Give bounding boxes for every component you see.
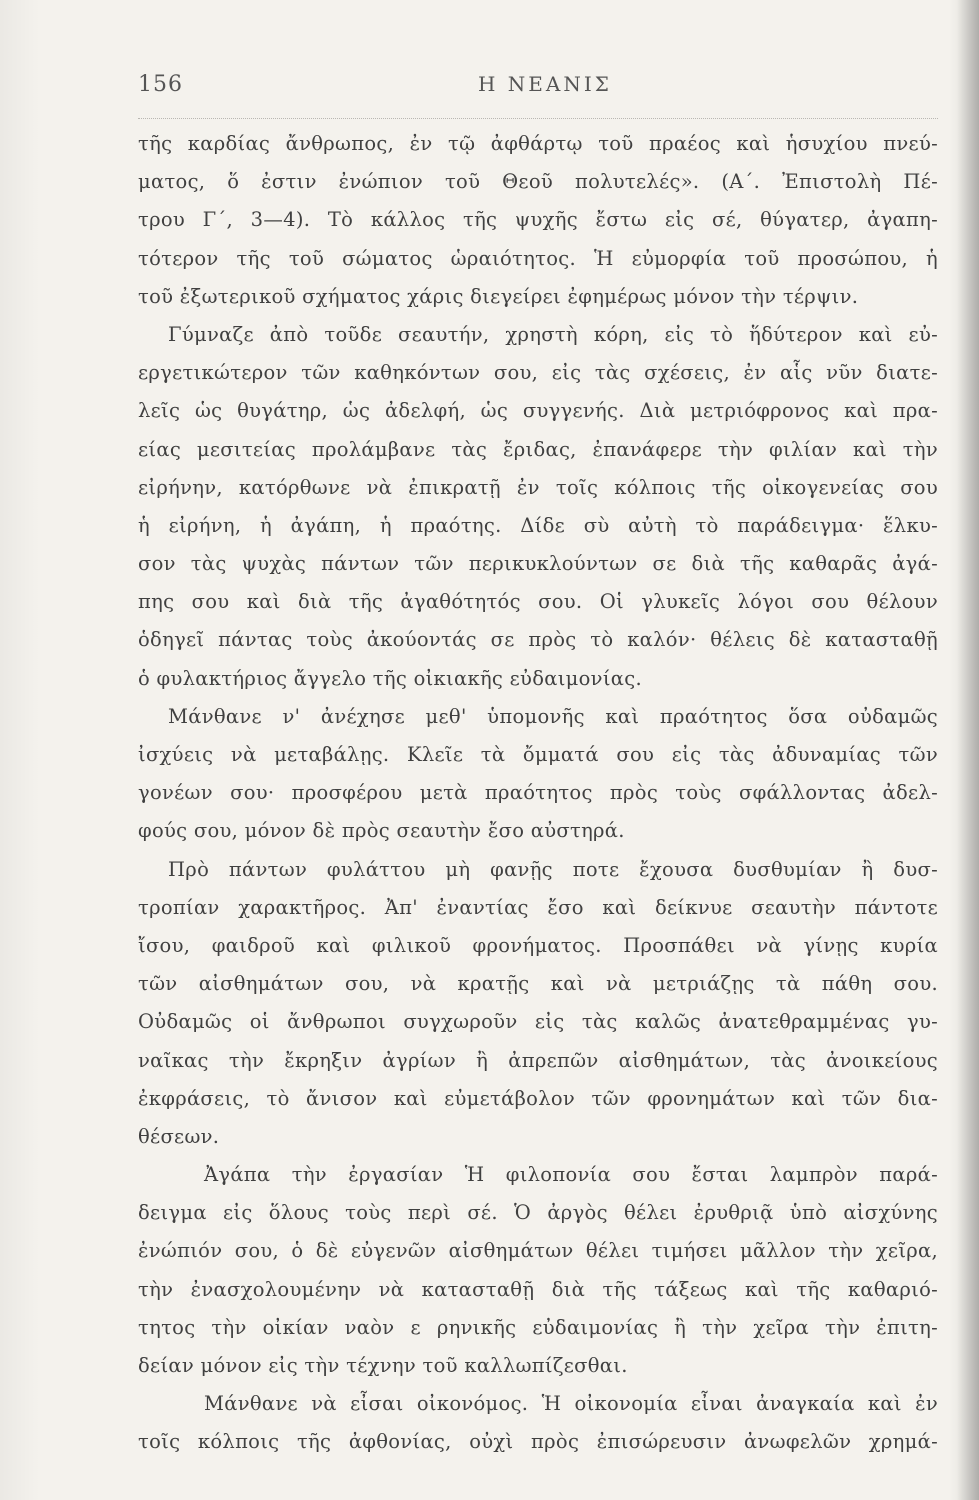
header-rule (138, 118, 938, 119)
text-line: τοῖς κόλποις τῆς ἀφθονίας, οὐχὶ πρὸς ἐπισώρευσιν ἀνωφελῶν χρημά- (138, 1430, 938, 1454)
text-line: ἰσχύεις νὰ μεταβάλῃς. Κλεῖε τὰ ὄμματά σου εἰς τὰς ἀδυναμίας τῶν (138, 743, 938, 766)
text-line: δείαν μόνον εἰς τὴν τέχνην τοῦ καλλωπίζεσθαι. (138, 1354, 628, 1377)
page-edge-shadow (957, 0, 979, 1500)
text-line: Μάνθανε ν' ἀνέχησε μεθ' ὑπομονῆς καὶ πραότητος ὅσα οὐδαμῶς (168, 704, 938, 728)
text-line: τοῦ ἐξωτερικοῦ σχήματος χάρις διεγείρει ἐφημέρως μόνον τὴν τέρψιν. (138, 284, 859, 308)
text-line: ἴσου, φαιδροῦ καὶ φιλικοῦ φρονήματος. Προσπάθει νὰ γίνῃς κυρία (138, 933, 938, 957)
text-line: ὁδηγεῖ πάντας τοὺς ἀκούοντάς σε πρὸς τὸ καλόν· θέλεις δὲ κατασταθῇ (138, 628, 938, 652)
text-line: γονέων σου· προσφέρου μετὰ πραότητος πρὸς τοὺς σφάλλοντας ἀδελ- (138, 781, 938, 805)
text-line: τρου Γ΄, 3—4). Τὸ κάλλος τῆς ψυχῆς ἔστω εἰς σέ, θύγατερ, ἀγαπη- (138, 208, 938, 232)
text-line: εἰρήνην, κατόρθωνε νὰ ἐπικρατῇ ἐν τοῖς κόλποις τῆς οἰκογενείας σου (138, 475, 938, 499)
text-line: Πρὸ πάντων φυλάττου μὴ φανῇς ποτε ἔχουσα δυσθυμίαν ἢ δυσ- (168, 857, 938, 881)
text-line: θέσεων. (138, 1124, 220, 1148)
text-line: πης σου καὶ διὰ τῆς ἀγαθότητός σου. Οἱ γλυκεῖς λόγοι σου θέλουν (138, 590, 938, 614)
body-text (138, 125, 938, 1462)
text-line: είας μεσιτείας προλάμβανε τὰς ἔριδας, ἐπανάφερε τὴν φιλίαν καὶ τὴν (138, 437, 938, 461)
text-line: ματος, ὅ ἐστιν ἐνώπιον τοῦ Θεοῦ πολυτελές». (Α΄. Ἐπιστολὴ Πέ- (138, 170, 938, 194)
page-header (138, 72, 938, 112)
text-line: λεῖς ὡς θυγάτηρ, ὡς ἀδελφή, ὡς συγγενής. Διὰ μετριόφρονος καὶ πρα- (138, 399, 938, 423)
text-line: Γύμναζε ἀπὸ τοῦδε σεαυτήν, χρηστὴ κόρη, εἰς τὸ ἥδύτερον καὶ εὐ- (168, 322, 938, 346)
text-line: Οὐδαμῶς οἱ ἄνθρωποι συγχωροῦν εἰς τὰς καλῶς ἀνατεθραμμένας γυ- (138, 1010, 938, 1034)
text-line: ναῖκας τὴν ἔκρηξιν ἀγρίων ἢ ἀπρεπῶν αἰσθημάτων, τὰς ἀνοικείους (138, 1048, 938, 1072)
running-title: Η ΝΕΑΝΙΣ (478, 72, 612, 96)
text-line: τὴν ἐνασχολουμένην νὰ κατασταθῇ διὰ τῆς τάξεως καὶ τῆς καθαριό- (138, 1277, 938, 1301)
text-line: ἐνώπιόν σου, ὁ δὲ εὐγενῶν αἰσθημάτων θέλει τιμήσει μᾶλλον τὴν χεῖρα, (138, 1239, 938, 1263)
page-number: 156 (138, 72, 183, 97)
text-line: τῶν αἰσθημάτων σου, νὰ κρατῇς καὶ νὰ μετριάζῃς τὰ πάθη σου. (138, 972, 938, 996)
text-line: τροπίαν χαρακτῆρος. Ἀπ' ἐναντίας ἔσο καὶ δείκνυε σεαυτὴν πάντοτε (138, 895, 938, 919)
text-line: τότερον τῆς τοῦ σώματος ὡραιότητος. Ἡ εὐμορφία τοῦ προσώπου, ἡ (138, 246, 938, 270)
text-line: Ἀγάπα τὴν ἐργασίαν Ἡ φιλοπονία σου ἔσται λαμπρὸν παρά- (204, 1163, 938, 1187)
text-line: Μάνθανε νὰ εἶσαι οἰκονόμος. Ἡ οἰκονομία εἶναι ἀναγκαία καὶ ἐν (204, 1392, 938, 1416)
text-line: φούς σου, μόνον δὲ πρὸς σεαυτὴν ἔσο αὐστηρά. (138, 819, 625, 843)
text-line: σον τὰς ψυχὰς πάντων τῶν περικυκλούντων σε διὰ τῆς καθαρᾶς ἀγά- (138, 552, 938, 576)
text-line: δειγμα εἰς ὅλους τοὺς περὶ σέ. Ὁ ἀργὸς θέλει ἐρυθριᾷ ὑπὸ αἰσχύνης (138, 1201, 938, 1225)
text-line: ὁ φυλακτήριος ἄγγελο τῆς οἰκιακῆς εὐδαιμονίας. (138, 666, 642, 690)
text-line: ἡ εἰρήνη, ἡ ἀγάπη, ἡ πραότης. Δίδε σὺ αὐτὴ τὸ παράδειγμα· ἕλκυ- (138, 513, 938, 537)
text-line: ἐκφράσεις, τὸ ἄνισον καὶ εὐμετάβολον τῶν φρονημάτων καὶ τῶν δια- (138, 1086, 938, 1110)
text-line: τητος τὴν οἰκίαν ναὸν ε ρηνικῆς εὐδαιμονίας ἢ τὴν χεῖρα τὴν ἐπιτη- (138, 1315, 938, 1339)
text-line: τῆς καρδίας ἄνθρωπος, ἐν τῷ ἀφθάρτῳ τοῦ πραέος καὶ ἡσυχίου πνεύ- (138, 132, 938, 155)
text-line: εργετικώτερον τῶν καθηκόντων σου, εἰς τὰς σχέσεις, ἐν αἷς νῦν διατε- (138, 361, 938, 385)
